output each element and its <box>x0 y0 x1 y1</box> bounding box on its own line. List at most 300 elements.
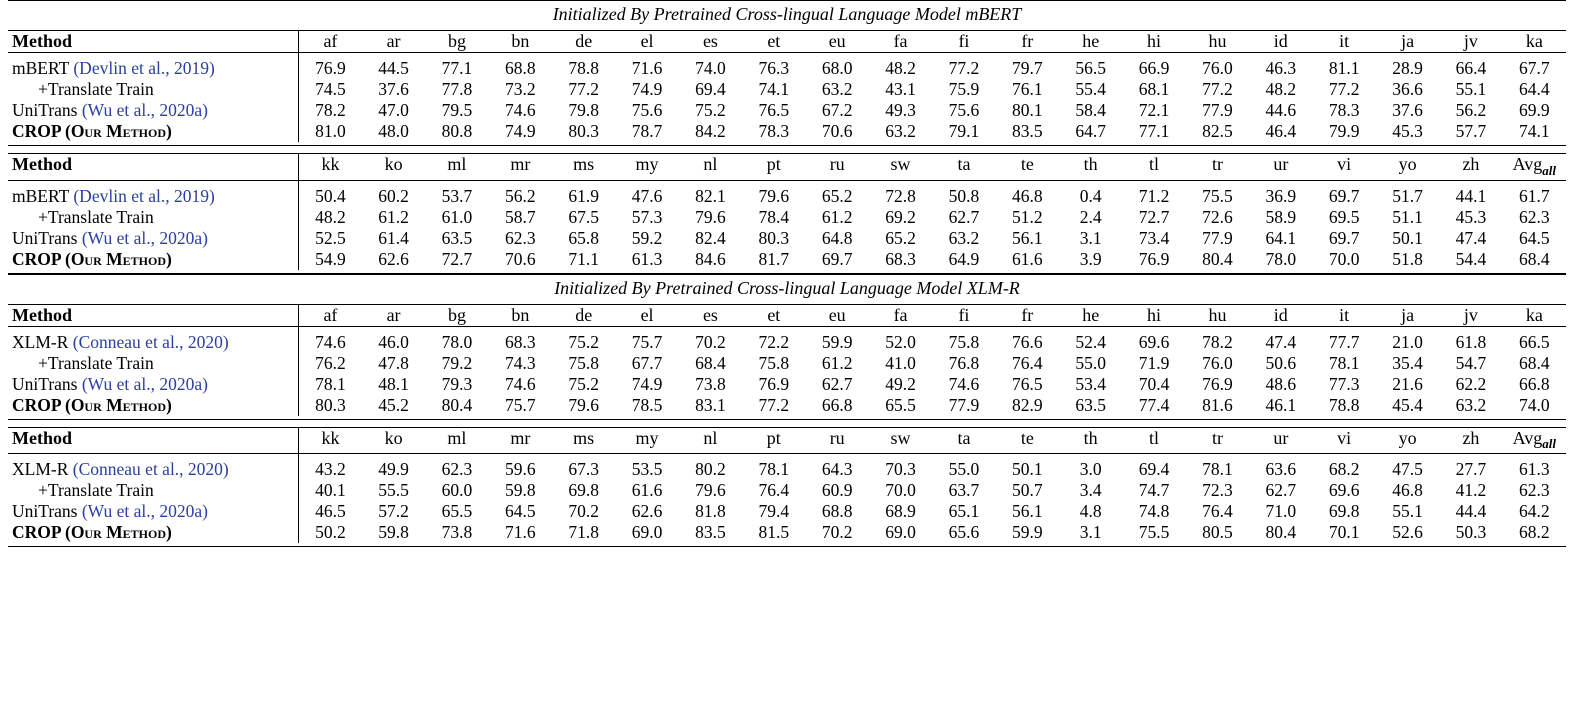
score-cell: 66.9 <box>1122 53 1185 80</box>
score-cell: 76.4 <box>1012 352 1043 373</box>
table-block <box>8 154 1566 270</box>
column-header-lang: tr <box>1211 154 1223 174</box>
column-header-lang: ko <box>384 427 403 448</box>
score-cell: 78.7 <box>631 121 663 141</box>
score-cell: 70.0 <box>1328 248 1360 269</box>
row-label-method <box>8 353 299 374</box>
score-cell: 75.2 <box>695 100 726 120</box>
table-row <box>8 501 1566 522</box>
score-cell: 44.4 <box>1455 501 1487 522</box>
score-cell: 62.6 <box>631 501 663 522</box>
score-cell: 79.7 <box>996 53 1059 80</box>
column-header-lang: he <box>1082 304 1100 325</box>
score-cell: 70.6 <box>505 248 536 269</box>
row-label-method <box>8 374 299 395</box>
score-cell: 82.4 <box>695 227 726 248</box>
score-cell: 79.9 <box>1328 121 1360 141</box>
column-header-lang: ka <box>1525 31 1543 51</box>
score-cell: 55.0 <box>932 454 995 481</box>
score-cell: 73.2 <box>505 79 536 99</box>
score-cell: 61.6 <box>1012 248 1043 269</box>
score-cell: 77.9 <box>948 394 980 415</box>
score-cell: 56.5 <box>1059 53 1122 80</box>
column-header-lang: el <box>640 304 654 325</box>
score-cell: 48.2 <box>299 207 362 228</box>
score-cell: 76.4 <box>758 480 790 501</box>
column-header-lang: yo <box>1398 154 1417 174</box>
score-cell: 36.9 <box>1249 180 1312 207</box>
score-cell: 69.4 <box>1122 454 1185 481</box>
score-cell: 74.9 <box>505 121 536 141</box>
score-cell: 69.5 <box>1328 206 1360 227</box>
column-header-lang: ur <box>1273 154 1289 174</box>
score-cell: 62.3 <box>1519 206 1550 227</box>
score-cell: 69.8 <box>1328 501 1360 522</box>
score-cell: 70.2 <box>679 326 742 353</box>
column-header-lang: ru <box>829 427 845 448</box>
method-name: mBERT <box>12 185 69 206</box>
score-cell: 46.3 <box>1249 53 1312 80</box>
score-cell: 63.7 <box>948 480 980 501</box>
score-cell: 48.6 <box>1265 373 1297 394</box>
score-cell: 68.4 <box>1519 248 1550 269</box>
score-cell: 83.5 <box>695 522 726 543</box>
table-row <box>8 395 1566 416</box>
score-cell: 27.7 <box>1439 454 1502 481</box>
score-cell: 58.9 <box>1265 206 1297 227</box>
score-cell: 58.4 <box>1075 100 1106 120</box>
score-cell: 75.6 <box>948 100 980 120</box>
score-cell: 71.9 <box>1138 352 1170 373</box>
score-cell: 47.6 <box>615 180 678 207</box>
column-header-lang: eu <box>828 31 846 51</box>
score-cell: 78.1 <box>1186 454 1249 481</box>
citation-link[interactable]: (Devlin et al., 2019) <box>73 185 215 206</box>
method-name: XLM-R <box>12 331 69 352</box>
score-cell: 55.0 <box>1075 352 1106 373</box>
column-header-lang: te <box>1020 427 1034 448</box>
score-cell: 76.9 <box>299 53 362 80</box>
column-header-lang: tl <box>1149 427 1160 448</box>
score-cell: 77.2 <box>1202 79 1233 99</box>
table-block <box>8 31 1566 142</box>
score-cell: 71.0 <box>1265 501 1297 522</box>
column-header-lang: pt <box>766 427 781 448</box>
score-cell: 64.7 <box>1075 121 1106 141</box>
column-header-lang: mr <box>510 154 531 174</box>
score-cell: 59.9 <box>1012 522 1043 543</box>
method-name: +Translate Train <box>38 480 154 501</box>
column-header-lang: mr <box>510 427 531 448</box>
method-name: UniTrans <box>12 227 78 248</box>
score-cell: 74.0 <box>679 53 742 80</box>
score-cell: 69.8 <box>568 480 599 501</box>
table-block <box>8 305 1566 416</box>
column-header-lang: sw <box>890 154 911 174</box>
score-cell: 44.5 <box>362 53 425 80</box>
results-table <box>8 428 1566 544</box>
table-header-row <box>8 428 1566 454</box>
block-gap <box>8 146 1566 153</box>
table-section <box>8 0 1566 30</box>
score-cell: 69.6 <box>1122 326 1185 353</box>
score-cell: 3.1 <box>1079 522 1102 543</box>
column-header-lang: tr <box>1211 427 1223 448</box>
method-name: CROP (Our Method) <box>12 121 172 141</box>
score-cell: 61.3 <box>1503 454 1566 481</box>
score-cell: 74.7 <box>1138 480 1170 501</box>
score-cell: 58.7 <box>505 206 536 227</box>
score-cell: 70.2 <box>821 522 853 543</box>
score-cell: 54.9 <box>299 249 362 270</box>
column-header-lang: ta <box>957 427 971 448</box>
table-row <box>8 353 1566 374</box>
score-cell: 44.1 <box>1439 180 1502 207</box>
score-cell: 4.8 <box>1079 501 1102 522</box>
score-cell: 64.8 <box>821 227 853 248</box>
score-cell: 76.5 <box>758 100 790 120</box>
score-cell: 71.8 <box>568 522 599 543</box>
section-title: Initialized By Pretrained Cross-lingual Language Model XLM-R <box>554 277 1020 298</box>
table-row <box>8 180 1566 207</box>
score-cell: 81.7 <box>758 248 790 269</box>
score-cell: 73.8 <box>695 373 726 394</box>
score-cell: 71.2 <box>1122 180 1185 207</box>
score-cell: 3.0 <box>1059 454 1122 481</box>
score-cell: 76.6 <box>996 326 1059 353</box>
score-cell: 55.5 <box>378 480 409 501</box>
score-cell: 63.2 <box>1455 394 1487 415</box>
score-cell: 77.1 <box>1138 121 1170 141</box>
table-row <box>8 454 1566 481</box>
score-cell: 55.1 <box>1455 79 1487 99</box>
score-cell: 0.4 <box>1059 180 1122 207</box>
table-row <box>8 228 1566 249</box>
score-cell: 56.2 <box>489 180 552 207</box>
column-header-lang: zh <box>1462 154 1480 174</box>
citation-link[interactable]: (Conneau et al., 2020) <box>72 459 229 480</box>
score-cell: 56.1 <box>1012 501 1043 522</box>
score-cell: 75.2 <box>552 326 615 353</box>
method-name: UniTrans <box>12 373 78 394</box>
column-header-lang: es <box>702 31 718 51</box>
score-cell: 78.2 <box>1186 326 1249 353</box>
score-cell: 73.4 <box>1138 227 1170 248</box>
score-cell: 76.0 <box>1186 53 1249 80</box>
score-cell: 45.2 <box>378 394 409 415</box>
column-header-lang: ms <box>573 154 595 174</box>
score-cell: 3.4 <box>1079 480 1102 501</box>
score-cell: 53.4 <box>1075 373 1106 394</box>
column-header-lang: et <box>767 304 781 325</box>
score-cell: 70.0 <box>885 480 916 501</box>
table-row <box>8 53 1566 80</box>
score-cell: 54.7 <box>1455 352 1487 373</box>
score-cell: 80.2 <box>679 454 742 481</box>
column-header-lang: kk <box>299 154 362 180</box>
score-cell: 74.6 <box>299 326 362 353</box>
avg-subscript: all <box>1542 436 1557 452</box>
score-cell: 78.5 <box>631 394 663 415</box>
score-cell: 65.8 <box>568 227 599 248</box>
score-cell: 61.4 <box>378 227 409 248</box>
column-header-lang: pt <box>766 154 781 174</box>
column-header-lang: ms <box>573 427 595 448</box>
column-header-lang: el <box>640 31 654 51</box>
score-cell: 66.4 <box>1439 53 1502 80</box>
section-title: Initialized By Pretrained Cross-lingual Language Model mBERT <box>552 4 1022 24</box>
row-label-method <box>8 522 299 543</box>
score-cell: 41.2 <box>1455 480 1487 501</box>
score-cell: 69.6 <box>1328 480 1360 501</box>
score-cell: 82.5 <box>1202 121 1233 141</box>
method-name: CROP (Our Method) <box>12 522 172 543</box>
row-label-method <box>8 326 299 353</box>
score-cell: 43.2 <box>299 454 362 481</box>
score-cell: 76.9 <box>1202 373 1233 394</box>
score-cell: 59.8 <box>505 480 536 501</box>
column-header-lang: jv <box>1463 31 1478 51</box>
score-cell: 79.6 <box>568 394 599 415</box>
score-cell: 65.6 <box>948 522 980 543</box>
score-cell: 77.9 <box>1202 100 1233 120</box>
score-cell: 61.2 <box>378 206 409 227</box>
citation-link[interactable]: (Devlin et al., 2019) <box>73 58 215 78</box>
score-cell: 67.3 <box>552 454 615 481</box>
score-cell: 72.7 <box>1138 206 1170 227</box>
method-name: UniTrans <box>12 100 78 120</box>
method-name: +Translate Train <box>38 79 154 99</box>
score-cell: 80.1 <box>1012 100 1043 120</box>
column-header-lang: bn <box>511 31 530 51</box>
column-header-method: Method <box>12 427 72 448</box>
score-cell: 63.5 <box>441 227 473 248</box>
score-cell: 47.8 <box>378 352 409 373</box>
column-header-lang: vi <box>1337 427 1352 448</box>
table-row <box>8 326 1566 353</box>
citation-link[interactable]: (Wu et al., 2020a) <box>81 100 208 120</box>
score-cell: 75.8 <box>568 352 599 373</box>
score-cell: 68.3 <box>885 248 916 269</box>
score-cell: 49.3 <box>885 100 916 120</box>
score-cell: 74.9 <box>631 79 663 99</box>
column-header-lang: te <box>1020 154 1034 174</box>
score-cell: 50.1 <box>1392 227 1423 248</box>
score-cell: 59.6 <box>489 454 552 481</box>
score-cell: 70.2 <box>568 501 599 522</box>
score-cell: 68.2 <box>1313 454 1376 481</box>
score-cell: 77.2 <box>568 79 599 99</box>
score-cell: 81.5 <box>758 522 790 543</box>
score-cell: 64.5 <box>505 501 536 522</box>
score-cell: 77.2 <box>932 53 995 80</box>
score-cell: 40.1 <box>299 480 362 501</box>
score-cell: 71.6 <box>615 53 678 80</box>
score-cell: 76.5 <box>1012 373 1043 394</box>
table-row <box>8 121 1566 142</box>
method-name: +Translate Train <box>38 206 154 227</box>
score-cell: 41.0 <box>885 352 916 373</box>
column-header-lang: hi <box>1147 31 1162 51</box>
score-cell: 80.4 <box>441 394 473 415</box>
score-cell: 50.6 <box>1265 352 1297 373</box>
table-section <box>8 274 1566 304</box>
column-header-lang: hu <box>1208 31 1227 51</box>
score-cell: 61.6 <box>631 480 663 501</box>
score-cell: 62.7 <box>821 373 853 394</box>
row-label-method <box>8 501 299 522</box>
row-label-method <box>8 180 299 207</box>
row-label-method <box>8 100 299 121</box>
score-cell: 71.1 <box>568 248 599 269</box>
score-cell: 78.0 <box>1265 248 1297 269</box>
table-row <box>8 79 1566 100</box>
score-cell: 79.5 <box>441 100 473 120</box>
citation-link[interactable]: (Wu et al., 2020a) <box>81 501 208 522</box>
score-cell: 75.7 <box>505 394 536 415</box>
column-header-lang: ja <box>1401 304 1415 325</box>
score-cell: 69.4 <box>695 79 726 99</box>
column-header-lang: bn <box>511 304 530 325</box>
column-header-lang: de <box>575 31 593 51</box>
score-cell: 81.1 <box>1313 53 1376 80</box>
method-name: UniTrans <box>12 501 78 522</box>
score-cell: 61.2 <box>821 206 853 227</box>
score-cell: 81.6 <box>1202 394 1233 415</box>
column-header-lang: ml <box>447 154 467 174</box>
score-cell: 79.6 <box>742 180 805 207</box>
avg-subscript: all <box>1542 162 1557 178</box>
column-header-lang: ur <box>1273 427 1289 448</box>
table-header-row <box>8 31 1566 53</box>
score-cell: 65.5 <box>441 501 473 522</box>
column-header-lang: yo <box>1398 427 1417 448</box>
score-cell: 48.2 <box>869 53 932 80</box>
score-cell: 59.9 <box>806 326 869 353</box>
score-cell: 76.1 <box>1012 79 1043 99</box>
column-header-lang: fr <box>1021 31 1034 51</box>
score-cell: 60.0 <box>441 480 473 501</box>
score-cell: 59.2 <box>631 227 663 248</box>
score-cell: 76.9 <box>1138 248 1170 269</box>
column-header-lang: ml <box>447 427 467 448</box>
score-cell: 28.9 <box>1376 53 1439 80</box>
citation-link[interactable]: (Wu et al., 2020a) <box>81 227 208 248</box>
score-cell: 65.5 <box>885 394 916 415</box>
score-cell: 77.2 <box>758 394 790 415</box>
score-cell: 78.3 <box>1328 100 1360 120</box>
table-header-row <box>8 305 1566 327</box>
score-cell: 46.0 <box>362 326 425 353</box>
results-table <box>8 154 1566 270</box>
method-name: XLM-R <box>12 459 69 480</box>
column-header-method: Method <box>12 304 72 325</box>
column-header-lang: zh <box>1462 427 1480 448</box>
score-cell: 68.0 <box>806 53 869 80</box>
score-cell: 76.0 <box>1202 352 1233 373</box>
score-cell: 64.4 <box>1519 79 1550 99</box>
score-cell: 46.8 <box>996 180 1059 207</box>
score-cell: 64.3 <box>806 454 869 481</box>
score-cell: 62.6 <box>378 248 409 269</box>
score-cell: 79.8 <box>568 100 599 120</box>
score-cell: 71.6 <box>505 522 536 543</box>
score-cell: 68.8 <box>489 53 552 80</box>
score-cell: 21.6 <box>1392 373 1423 394</box>
score-cell: 68.2 <box>1519 522 1550 543</box>
citation-link[interactable]: (Conneau et al., 2020) <box>72 331 229 352</box>
score-cell: 75.2 <box>568 373 599 394</box>
score-cell: 57.2 <box>378 501 409 522</box>
score-cell: 3.1 <box>1079 227 1102 248</box>
score-cell: 79.2 <box>441 352 473 373</box>
score-cell: 45.3 <box>1392 121 1423 141</box>
column-header-lang: he <box>1082 31 1100 51</box>
score-cell: 78.8 <box>552 53 615 80</box>
score-cell: 62.7 <box>948 206 980 227</box>
score-cell: 63.2 <box>821 79 853 99</box>
table-row <box>8 522 1566 543</box>
score-cell: 80.3 <box>299 395 362 416</box>
score-cell: 49.9 <box>362 454 425 481</box>
results-table <box>8 31 1566 142</box>
column-header-lang: fi <box>958 31 970 51</box>
column-header-lang: my <box>635 154 659 174</box>
score-cell: 68.4 <box>695 352 726 373</box>
score-cell: 76.8 <box>948 352 980 373</box>
score-cell: 57.3 <box>631 206 663 227</box>
score-cell: 50.3 <box>1455 522 1487 543</box>
score-cell: 69.2 <box>885 206 916 227</box>
score-cell: 48.0 <box>378 121 409 141</box>
score-cell: 75.9 <box>948 79 980 99</box>
table-row <box>8 100 1566 121</box>
score-cell: 78.0 <box>425 326 488 353</box>
score-cell: 82.1 <box>679 180 742 207</box>
column-header-lang: th <box>1083 154 1098 174</box>
score-cell: 63.2 <box>885 121 916 141</box>
score-cell: 79.6 <box>695 206 726 227</box>
score-cell: 62.2 <box>1455 373 1487 394</box>
score-cell: 69.0 <box>631 522 663 543</box>
row-label-method <box>8 79 299 100</box>
score-cell: 67.7 <box>631 352 663 373</box>
citation-link[interactable]: (Wu et al., 2020a) <box>81 373 208 394</box>
row-label-method <box>8 249 299 270</box>
score-cell: 74.6 <box>948 373 980 394</box>
column-header-lang: hi <box>1147 304 1162 325</box>
score-cell: 55.1 <box>1392 501 1423 522</box>
score-cell: 35.4 <box>1392 352 1423 373</box>
score-cell: 63.5 <box>1075 394 1106 415</box>
score-cell: 46.5 <box>299 501 362 522</box>
column-header-lang: my <box>635 427 659 448</box>
score-cell: 2.4 <box>1079 206 1102 227</box>
score-cell: 66.8 <box>821 394 853 415</box>
column-header-lang: jv <box>1463 304 1478 325</box>
score-cell: 62.3 <box>505 227 536 248</box>
score-cell: 60.9 <box>821 480 853 501</box>
score-cell: 61.3 <box>631 248 663 269</box>
column-header-lang: es <box>702 304 718 325</box>
score-cell: 51.7 <box>1376 180 1439 207</box>
score-cell: 80.4 <box>1265 522 1297 543</box>
column-header-lang: ar <box>386 31 401 51</box>
score-cell: 79.6 <box>695 480 726 501</box>
score-cell: 77.9 <box>1202 227 1233 248</box>
table-row <box>8 480 1566 501</box>
score-cell: 75.7 <box>615 326 678 353</box>
